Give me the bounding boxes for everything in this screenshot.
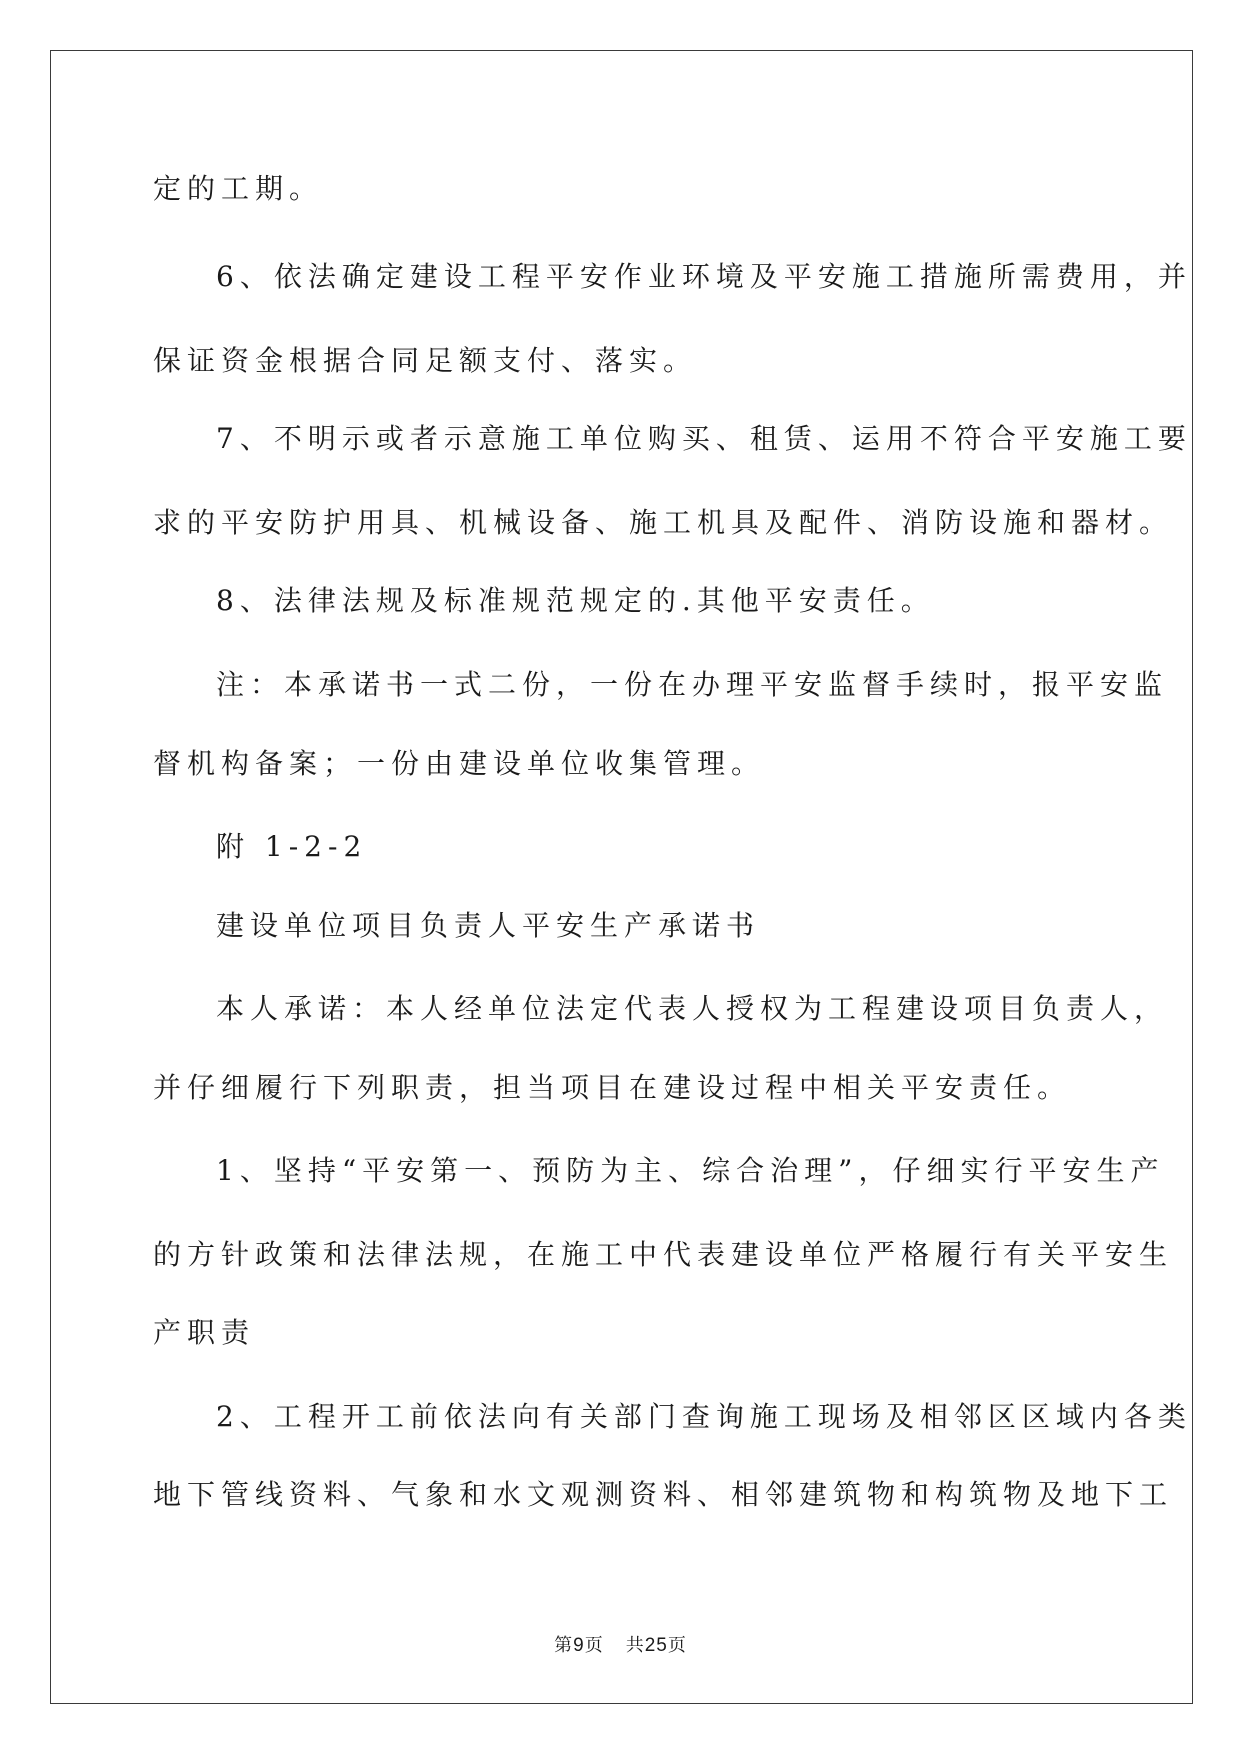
text-line: 督机构备案；一份由建设单位收集管理。: [153, 747, 766, 780]
text-line: 建设单位项目负责人平安生产承诺书: [216, 909, 761, 942]
total-unit: 页: [667, 1635, 687, 1656]
text-line: 8、法律法规及标准规范规定的.其他平安责任。: [216, 584, 935, 617]
text-line: 附 1-2-2: [216, 830, 368, 863]
text-line: 保证资金根据合同足额支付、落实。: [153, 344, 698, 377]
text-line: 求的平安防护用具、机械设备、施工机具及配件、消防设施和器材。: [153, 506, 1174, 539]
text-line: 的方针政策和法律法规，在施工中代表建设单位严格履行有关平安生: [153, 1238, 1174, 1271]
text-line: 产职责: [153, 1316, 256, 1349]
total-prefix: 共: [625, 1635, 645, 1656]
page-footer: [0, 1635, 1241, 1657]
text-line: 6、依法确定建设工程平安作业环境及平安施工措施所需费用，并: [216, 260, 1192, 293]
text-line: 2、工程开工前依法向有关部门查询施工现场及相邻区区域内各类: [216, 1400, 1192, 1433]
page-number: 9: [573, 1635, 585, 1656]
text-line: 定的工期。: [153, 172, 324, 205]
text-line: 本人承诺：本人经单位法定代表人授权为工程建设项目负责人，: [216, 992, 1169, 1025]
text-line: 注：本承诺书一式二份，一份在办理平安监督手续时，报平安监: [216, 668, 1169, 701]
page-border: [50, 50, 1193, 1704]
text-line: 地下管线资料、气象和水文观测资料、相邻建筑物和构筑物及地下工: [153, 1478, 1174, 1511]
page-prefix: 第: [554, 1635, 574, 1656]
text-line: 7、不明示或者示意施工单位购买、租赁、运用不符合平安施工要: [216, 422, 1192, 455]
text-line: 1、坚持“平安第一、预防为主、综合治理”，仔细实行平安生产: [216, 1154, 1165, 1187]
total-pages: 25: [644, 1635, 668, 1656]
text-line: 并仔细履行下列职责，担当项目在建设过程中相关平安责任。: [153, 1071, 1072, 1104]
page-unit: 页: [584, 1635, 604, 1656]
